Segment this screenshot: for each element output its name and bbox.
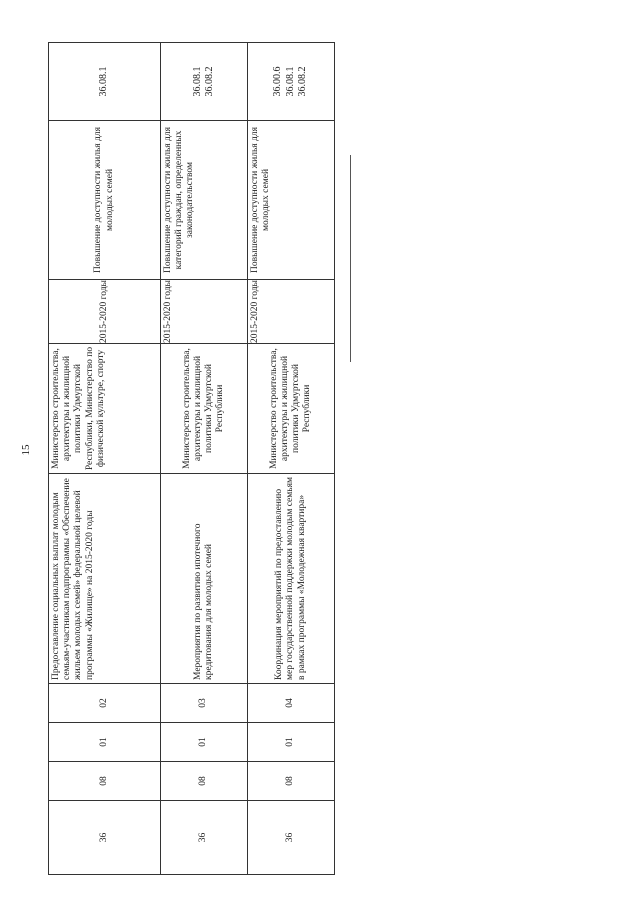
pp-code-cell: 08	[161, 762, 248, 801]
indicator-codes-cell	[161, 43, 248, 121]
gp-code-cell: 36	[49, 801, 161, 875]
executor-cell: Министерство строительства, архитектуры и жилищной политики Удмуртской Республики, Министерство по физической культуре, спорту	[49, 344, 161, 474]
table-row	[49, 43, 161, 875]
expected-result-cell: Повышение доступности жилья для категорий граждан, определенных законодательством	[161, 121, 248, 280]
table-row	[161, 43, 248, 875]
executor-cell: Министерство строительства, архитектуры и жилищной политики Удмуртской Республики	[161, 344, 248, 474]
indicator-code: 36.08.1	[284, 66, 296, 97]
gp-code-cell: 36	[161, 801, 248, 875]
pp-code-cell: 08	[49, 762, 161, 801]
gp-code-cell: 36	[248, 801, 335, 875]
m-code-cell: 04	[248, 684, 335, 723]
program-measures-table	[48, 42, 335, 875]
period-cell: 2015-2020 годы	[49, 280, 161, 344]
measure-name-cell: Мероприятия по развитию ипотечного кредитования для молодых семей	[161, 474, 248, 684]
period-cell: 2015-2020 годы	[161, 280, 248, 344]
m-code-cell: 03	[161, 684, 248, 723]
indicator-code: 36.08.1	[98, 66, 110, 97]
expected-result-cell: Повышение доступности жилья для молодых семей	[49, 121, 161, 280]
m-code-cell: 02	[49, 684, 161, 723]
indicator-code: 36.08.2	[297, 66, 309, 97]
period-cell: 2015-2020 годы	[248, 280, 335, 344]
expected-result-cell: Повышение доступности жилья для молодых семей	[248, 121, 335, 280]
page-number: 15	[20, 444, 32, 456]
om-code-cell: 01	[248, 723, 335, 762]
indicator-codes-cell	[49, 43, 161, 121]
table-row	[248, 43, 335, 875]
om-code-cell: 01	[161, 723, 248, 762]
om-code-cell: 01	[49, 723, 161, 762]
pp-code-cell: 08	[248, 762, 335, 801]
executor-cell: Министерство строительства, архитектуры и жилищной политики Удмуртской Республики	[248, 344, 335, 474]
measure-name-cell: Координация мероприятий по предоставлению мер государственной поддержки молодым семьям в рамках программы «Молодежная квартира»	[248, 474, 335, 684]
indicator-codes-cell	[248, 43, 335, 121]
indicator-code: 36.08.2	[204, 66, 216, 97]
indicator-code: 36.08.1	[191, 66, 203, 97]
measure-name-cell: Предоставление социальных выплат молодым семьям-участникам подпрограммы «Обеспечение жильем молодых семей» федеральной целевой программы «Жилище» на 2015-2020 годы	[49, 474, 161, 684]
footer-separator-line	[350, 155, 351, 362]
indicator-code: 36.00.6	[272, 66, 284, 97]
